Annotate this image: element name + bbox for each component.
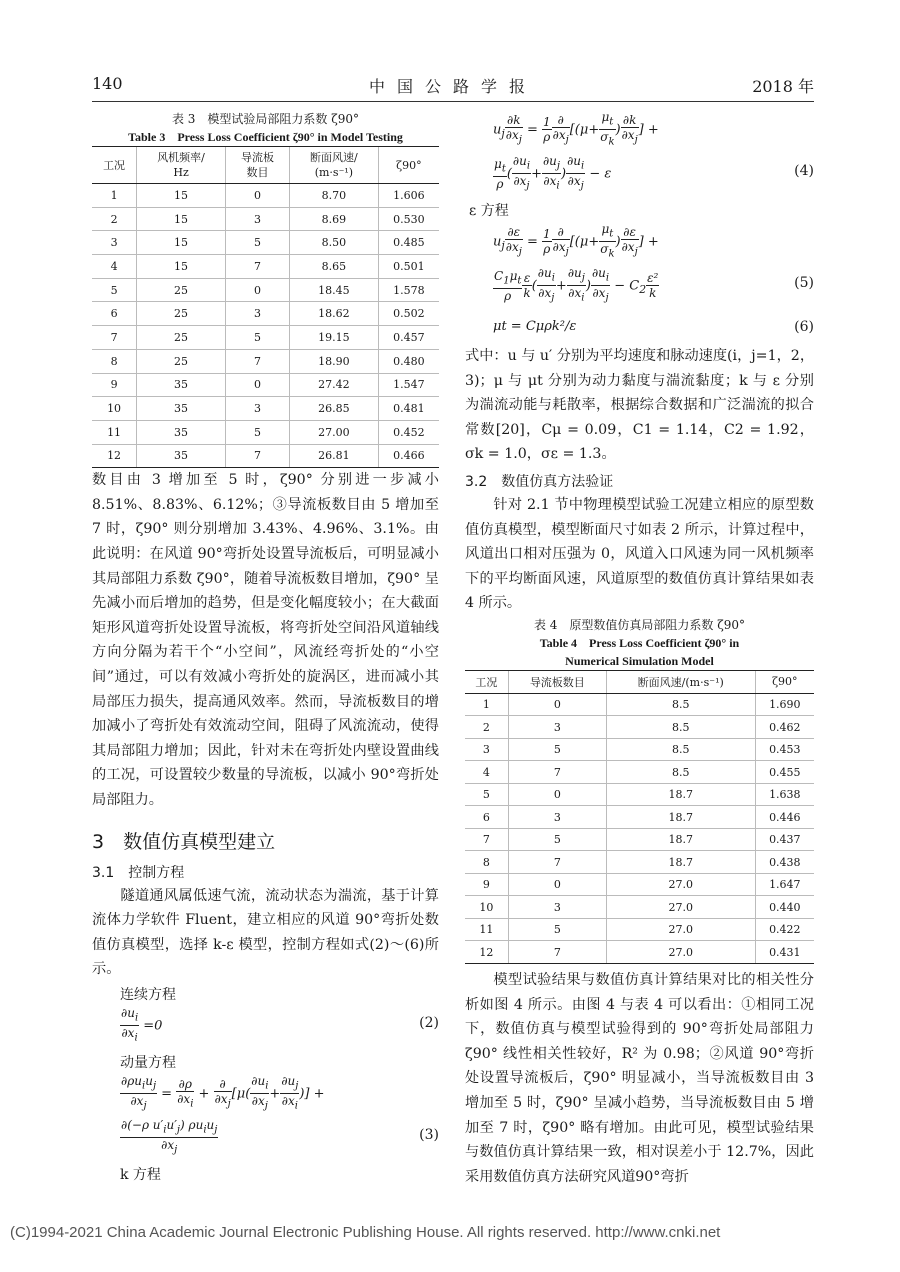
k-equation-label: k 方程 <box>120 1166 161 1183</box>
table3-cell: 8.50 <box>289 231 378 255</box>
table3-cell: 7 <box>225 444 289 468</box>
table3-cell: 18.45 <box>289 278 378 302</box>
table3-cell: 35 <box>137 397 226 421</box>
table3-cell: 7 <box>92 326 137 350</box>
table-row <box>465 693 814 716</box>
table3-cell: 3 <box>225 207 289 231</box>
table3-cell: 6 <box>92 302 137 326</box>
table4-cell: 27.0 <box>606 873 755 896</box>
left-column <box>92 110 439 1186</box>
year: 2018 年 <box>752 77 814 96</box>
table3-cell: 0 <box>225 184 289 208</box>
table3-cell: 15 <box>137 231 226 255</box>
table3-cell: 8.69 <box>289 207 378 231</box>
table3-caption-en: Table 3 Press Loss Coefficient ζ90° in Model Testing <box>128 130 403 144</box>
table4-cell: 0 <box>508 783 606 806</box>
table4-cell: 18.7 <box>606 783 755 806</box>
table4-cell: 27.0 <box>606 896 755 919</box>
table4-cell: 3 <box>508 806 606 829</box>
table3-header-cell: ζ90° <box>378 147 439 184</box>
table3-cell: 10 <box>92 397 137 421</box>
table4-header-cell: ζ90° <box>755 670 814 693</box>
table4-cell: 1.647 <box>755 873 814 896</box>
table-row <box>465 873 814 896</box>
page-number: 140 <box>92 74 123 93</box>
table4-cell: 9 <box>465 873 508 896</box>
table4-cell: 0.462 <box>755 716 814 739</box>
table3-cell: 9 <box>92 373 137 397</box>
table-row <box>465 851 814 874</box>
table4-cell: 3 <box>465 738 508 761</box>
eq6-number: (6) <box>794 319 814 335</box>
equation-2: $\frac{\partial u_i}{\partial x_i}$ =0 (2) <box>121 1005 439 1044</box>
table4-cell: 1.638 <box>755 783 814 806</box>
table4-cell: 0.431 <box>755 941 814 964</box>
eq3-number: (3) <box>419 1126 439 1143</box>
table-row <box>465 806 814 829</box>
table3-caption-cn: 表 3 模型试验局部阻力系数 ζ90° <box>171 112 360 126</box>
section-3-1-title: 3.1 控制方程 <box>92 864 185 881</box>
table4-cell: 4 <box>465 761 508 784</box>
table3-cell: 3 <box>92 231 137 255</box>
equation-5a: $u_j$ $\frac{\partial\varepsilon}{\partial x_j}$ = $\frac{1}{\rho}$ $\frac{\partial}{\partial x_j}$ [(μ+ $\frac{\mu_t}{\sigma_k}$ ) $\frac{\partial\varepsilon}{\partial x_j}$ ] + <box>493 222 659 260</box>
table3-cell: 0.530 <box>378 207 439 231</box>
table3-cell: 8.70 <box>289 184 378 208</box>
table3-cell: 3 <box>225 302 289 326</box>
table-row <box>92 420 439 444</box>
table4-cell: 1 <box>465 693 508 716</box>
table3-cell: 0.502 <box>378 302 439 326</box>
journal-name: 中国公路学报 <box>368 77 537 96</box>
page-header <box>92 74 814 98</box>
table4-cell: 0.440 <box>755 896 814 919</box>
table4-caption-en-1: Table 4 Press Loss Coefficient ζ90° in <box>539 635 740 650</box>
table4-cell: 3 <box>508 896 606 919</box>
table4-caption-cn: 表 4 原型数值仿真局部阻力系数 ζ90° <box>533 617 746 632</box>
table4-cell: 8.5 <box>606 693 755 716</box>
table4-cell: 0 <box>508 693 606 716</box>
table-row <box>465 738 814 761</box>
table4-cell: 8.5 <box>606 738 755 761</box>
table-row <box>465 896 814 919</box>
table4-cell: 0.438 <box>755 851 814 874</box>
equation-3b: $\frac{\partial(-\rho u'_iu'_j) \rho u_iu_j}{\partial x_j}$ (3) <box>121 1117 439 1156</box>
table3-cell: 7 <box>225 255 289 279</box>
table4-cell: 7 <box>465 828 508 851</box>
table4-cell: 5 <box>465 783 508 806</box>
final-paragraph: 模型试验结果与数值仿真计算结果对比的相关性分析如图 4 所示。由图 4 与表 4 可以看出：①相同工况下，数值仿真与模型试验得到的 90°弯折处局部阻力 ζ90° 线性相关性较好，R² 为 0.98；②风道 90°弯折处设置导流板后，ζ90° 明显减小，当导流板数目由 3 增加至 5 时，ζ90° 呈减小趋势，当导流板数目由 5 增加至 7 时，ζ90° 略有增加。由此可见，模型试验结果与数值仿真计算结果一致，相对误差小于 12.7%，因此采用数值仿真方法研究风道90°弯折 <box>465 971 814 1185</box>
equation-4a: $u_j$ $\frac{\partial k}{\partial x_j}$ = $\frac{1}{\rho}$ $\frac{\partial}{\partial x_j}$ [(μ+ $\frac{\mu_t}{\sigma_k}$ ) $\frac{\partial k}{\partial x_j}$ ] + <box>493 110 659 148</box>
table3-cell: 0 <box>225 373 289 397</box>
left-paragraph: 数目由 3 增加至 5 时，ζ90° 分别进一步减小 8.51%、8.83%、6.12%；③导流板数目由 5 增加至 7 时，ζ90° 则分别增加 3.43%、4.96%、3.1%。由此说明：在风道 90°弯折处设置导流板后，可明显减小其局部阻力系数 ζ90°，随着导流板数目增加，ζ90° 呈先减小而后增加的趋势，但是变化幅度较小；在大截面矩形风道弯折处设置导流板，将弯折处空间沿风道轴线方向分隔为若干个“小空间”，风流经弯折处的“小空间”通过，可以有效减小弯折处的旋涡区，进而减小其局部压力损失，提高通风效率。然而，导流板数目的增加减小了弯折处有效流动空间，阻碍了风流流动，使得其局部阻力增加；因此，针对未在弯折处内壁设置曲线的工况，可设置较少数量的导流板，以减小 90°弯折处局部阻力。 <box>92 472 439 808</box>
table3-cell: 0.452 <box>378 420 439 444</box>
table3-cell: 0.457 <box>378 326 439 350</box>
epsilon-equation-label: ε 方程 <box>469 203 509 219</box>
table3-cell: 27.42 <box>289 373 378 397</box>
table4-cell: 7 <box>508 761 606 784</box>
table4-cell: 27.0 <box>606 941 755 964</box>
table4-cell: 8.5 <box>606 761 755 784</box>
table3-cell: 0.466 <box>378 444 439 468</box>
table-row <box>465 716 814 739</box>
variables-paragraph: 式中：u 与 u′ 分别为平均速度和脉动速度(i，j=1，2，3)；μ 与 μt 分别为动力黏度与湍流黏度；k 与 ε 分别为湍流动能与耗散率，根据综合数据和广泛湍流的拟合常数[20]，Cμ = 0.09，C1 = 1.14，C2 = 1.92，σk = 1.0，σε = 1.3。 <box>465 348 815 463</box>
equation-6 <box>493 310 814 344</box>
table4-header-cell: 工况 <box>465 670 508 693</box>
table-row <box>92 255 439 279</box>
table3-cell: 25 <box>137 278 226 302</box>
table4-cell: 18.7 <box>606 851 755 874</box>
table3-cell: 18.90 <box>289 349 378 373</box>
table4 <box>465 670 814 964</box>
table3-cell: 8.65 <box>289 255 378 279</box>
table3-cell: 0 <box>225 278 289 302</box>
table4-cell: 11 <box>465 918 508 941</box>
table-row <box>465 828 814 851</box>
continuity-label: 连续方程 <box>120 986 176 1003</box>
table3-cell: 0.485 <box>378 231 439 255</box>
table3-cell: 0.480 <box>378 349 439 373</box>
table-row <box>92 302 439 326</box>
table4-cell: 18.7 <box>606 828 755 851</box>
table-row <box>465 918 814 941</box>
table3-cell: 35 <box>137 373 226 397</box>
table3-cell: 15 <box>137 184 226 208</box>
eq6-text: μt = Cμρk²/ε <box>493 319 577 334</box>
table3-cell: 25 <box>137 302 226 326</box>
table3-header-cell: 工况 <box>92 147 137 184</box>
table-row <box>92 278 439 302</box>
table3-cell: 35 <box>137 420 226 444</box>
table4-cell: 18.7 <box>606 806 755 829</box>
table3-header-cell: 断面风速/ (m·s⁻¹) <box>289 147 378 184</box>
table3-cell: 26.85 <box>289 397 378 421</box>
table4-caption-en-2: Numerical Simulation Model <box>565 653 714 668</box>
table4-cell: 8.5 <box>606 716 755 739</box>
table3-cell: 25 <box>137 326 226 350</box>
table4-cell: 1.690 <box>755 693 814 716</box>
section-3-2-paragraph: 针对 2.1 节中物理模型试验工况建立相应的原型数值仿真模型，模型断面尺寸如表 2 所示，计算过程中，风道出口相对压强为 0，风道入口风速为同一风机频率下的平均断面风速，风道原型的数值仿真计算结果如表 4 所示。 <box>465 496 814 612</box>
eq2-tail: =0 <box>143 1018 163 1034</box>
table4-cell: 27.0 <box>606 918 755 941</box>
right-column <box>465 110 814 1189</box>
momentum-label: 动量方程 <box>120 1054 176 1071</box>
table3-cell: 18.62 <box>289 302 378 326</box>
table3-cell: 26.81 <box>289 444 378 468</box>
table-row <box>92 231 439 255</box>
table4-cell: 6 <box>465 806 508 829</box>
table-row <box>92 349 439 373</box>
table3-cell: 7 <box>225 349 289 373</box>
table4-cell: 0.446 <box>755 806 814 829</box>
table-row <box>465 783 814 806</box>
equation-3a: $\frac{\partial\rho u_iu_j}{\partial x_j}$ = $\frac{\partial\rho}{\partial x_i}$ + $\frac{\partial}{\partial x_j}$ [μ( $\frac{\partial u_i}{\partial x_j}$ + $\frac{\partial u_j}{\partial x_i}$ )] + <box>121 1073 325 1112</box>
table4-cell: 12 <box>465 941 508 964</box>
table-row <box>465 941 814 964</box>
table4-cell: 7 <box>508 851 606 874</box>
table3-cell: 0.501 <box>378 255 439 279</box>
table4-cell: 0.422 <box>755 918 814 941</box>
copyright-footer: (C)1994-2021 China Academic Journal Electronic Publishing House. All rights reserved. http://www.cnki.net <box>10 1224 721 1241</box>
table3-cell: 4 <box>92 255 137 279</box>
table4-cell: 5 <box>508 918 606 941</box>
table3-cell: 5 <box>225 326 289 350</box>
table3-cell: 2 <box>92 207 137 231</box>
table-row <box>92 184 439 208</box>
table4-cell: 5 <box>508 738 606 761</box>
table4-cell: 0.437 <box>755 828 814 851</box>
table3-cell: 1 <box>92 184 137 208</box>
table3-cell: 1.547 <box>378 373 439 397</box>
table3-cell: 15 <box>137 255 226 279</box>
section-3-1-paragraph: 隧道通风属低速气流，流动状态为湍流，基于计算流体力学软件 Fluent，建立相应的风道 90°弯折处数值仿真模型，选择 k-ε 模型，控制方程如式(2)～(6)所示。 <box>92 887 439 978</box>
eq2-number: (2) <box>419 1014 439 1031</box>
table3-cell: 5 <box>225 231 289 255</box>
table-row <box>92 444 439 468</box>
table3-cell: 1.578 <box>378 278 439 302</box>
table3-cell: 5 <box>225 420 289 444</box>
table4-header-cell: 断面风速/(m·s⁻¹) <box>606 670 755 693</box>
header-rule <box>92 101 814 102</box>
table3-cell: 19.15 <box>289 326 378 350</box>
table4-cell: 7 <box>508 941 606 964</box>
table3-cell: 25 <box>137 349 226 373</box>
table4-cell: 0.453 <box>755 738 814 761</box>
table-row <box>92 207 439 231</box>
table3-cell: 8 <box>92 349 137 373</box>
table-row <box>92 373 439 397</box>
table3-cell: 12 <box>92 444 137 468</box>
table3-cell: 11 <box>92 420 137 444</box>
equation-5b: $\frac{C_1\mu_t}{\rho}$ $\frac{\varepsilon}{k}$ ( $\frac{\partial u_i}{\partial x_j}$ + $\frac{\partial u_j}{\partial x_i}$ ) $\frac{\partial u_i}{\partial x_j}$ − $C_2$ $\frac{\text{ε²}}{k}$ (5) <box>494 266 814 304</box>
table-row <box>92 326 439 350</box>
table3 <box>92 146 439 468</box>
table3-cell: 35 <box>137 444 226 468</box>
table4-cell: 5 <box>508 828 606 851</box>
table3-cell: 3 <box>225 397 289 421</box>
table4-cell: 10 <box>465 896 508 919</box>
table-row <box>92 397 439 421</box>
table4-cell: 0.455 <box>755 761 814 784</box>
table4-cell: 8 <box>465 851 508 874</box>
table3-header-cell: 风机频率/ Hz <box>137 147 226 184</box>
section-3-2-title: 3.2 数值仿真方法验证 <box>465 473 614 490</box>
table-row <box>465 761 814 784</box>
table4-cell: 3 <box>508 716 606 739</box>
table3-cell: 5 <box>92 278 137 302</box>
equation-4b: $\frac{\mu_t}{\rho}$ ( $\frac{\partial u_i}{\partial x_j}$ + $\frac{\partial u_j}{\partial x_i}$ ) $\frac{\partial u_i}{\partial x_j}$ − ε (4) <box>494 154 814 192</box>
table3-cell: 0.481 <box>378 397 439 421</box>
eq4-number: (4) <box>794 163 814 179</box>
section-3-title: 3 数值仿真模型建立 <box>92 830 276 853</box>
table3-cell: 15 <box>137 207 226 231</box>
eq5-number: (5) <box>794 275 814 291</box>
table3-cell: 1.606 <box>378 184 439 208</box>
table4-cell: 0 <box>508 873 606 896</box>
table4-header-cell: 导流板数目 <box>508 670 606 693</box>
table3-header-cell: 导流板 数目 <box>225 147 289 184</box>
table4-cell: 2 <box>465 716 508 739</box>
table3-cell: 27.00 <box>289 420 378 444</box>
